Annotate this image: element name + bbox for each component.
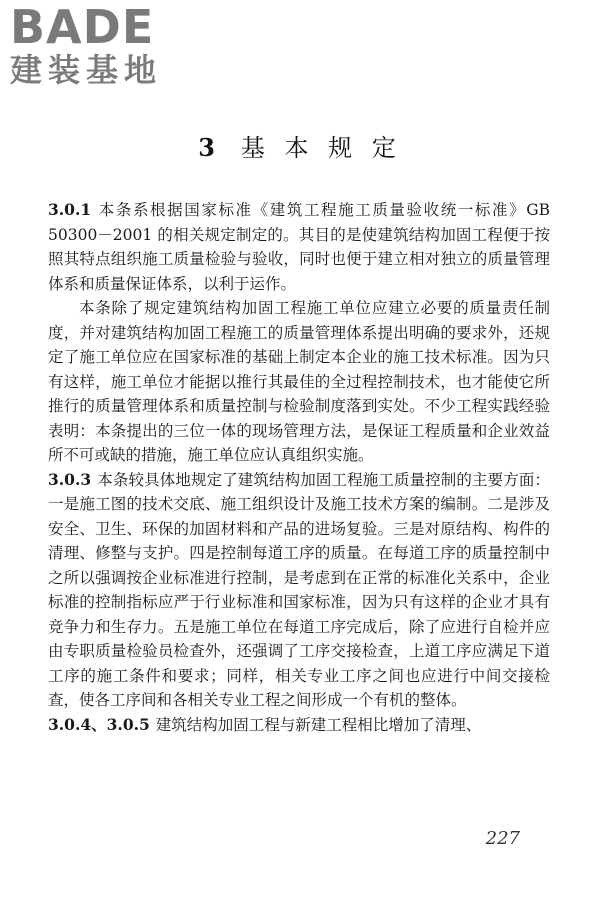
chapter-title-text: 基 本 规 定 <box>240 134 402 162</box>
chapter-number: 3 <box>198 133 221 162</box>
logo-latin-text: BADE <box>10 0 155 54</box>
clause-number: 3.0.4、3.0.5 <box>48 714 150 734</box>
paragraph-text: 本条较具体地规定了建筑结构加固工程施工质量控制的主要方面：一是施工图的技术交底、施工组织设计及施工技术方案的编制。二是涉及安全、卫生、环保的加固材料和产品的进场复验。三是对原结构、构件的清理、修整与支护。四是控制每道工序的质量。在每道工序的质量控制中之所以强调按企业标准进行控制，是考虑到在正常的标准化关系中，企业标准的控制指标应严于行业标准和国家标准，因为只有这样的企业才具有竞争力和生存力。五是施工单位在每道工序完成后，除了应进行自检并应由专职质量检验员检查外，还强调了工序交接检查，上道工序应满足下道工序的施工条件和要求；同样，相关专业工序之间也应进行中间交接检查，使各工序间和各相关专业工程之间形成一个有机的整体。 <box>48 470 550 709</box>
body-text <box>48 198 550 737</box>
bade-logo <box>10 0 180 89</box>
paragraph-3-0-1 <box>48 198 550 296</box>
paragraph-text: 建筑结构加固工程与新建工程相比增加了清理、 <box>155 715 482 734</box>
paragraph-text: 本条除了规定建筑结构加固工程施工单位应建立必要的质量责任制度，并对建筑结构加固工程施工的质量管理体系提出明确的要求外，还规定了施工单位应在国家标准的基础上制定本企业的施工技术标准。因为只有这样，施工单位才能据以推行其最佳的全过程控制技术，也才能使它所推行的质量管理体系和质量控制与检验制度落到实处。不少工程实践经验表明：本条提出的三位一体的现场管理方法，是保证工程质量和企业效益所不可或缺的措施，施工单位应认真组织实施。 <box>48 299 550 464</box>
chapter-title <box>0 128 600 163</box>
clause-number: 3.0.3 <box>48 469 92 489</box>
paragraph-continuation <box>48 296 550 468</box>
page-number: 227 <box>485 828 520 849</box>
clause-number: 3.0.1 <box>48 200 92 219</box>
logo-chinese-text: 建装基地 <box>10 51 163 89</box>
paragraph-3-0-4 <box>48 713 550 738</box>
paragraph-3-0-3 <box>48 468 550 713</box>
paragraph-text: 本条系根据国家标准《建筑工程施工质量验收统一标准》GB 50300－2001 的相关规定制定的。其目的是使建筑结构加固工程便于按照其特点组织施工质量检验与验收，同时也便于建立相对独立的质量管理体系和质量保证体系，以利于运作。 <box>48 201 550 293</box>
